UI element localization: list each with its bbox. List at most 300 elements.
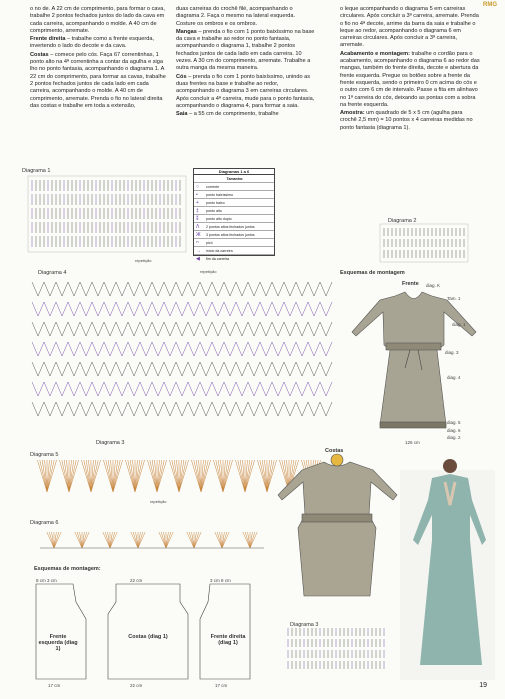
- stitch-mark: [128, 282, 134, 296]
- stitch-mark: [110, 342, 116, 356]
- stitch-mark: [230, 402, 236, 416]
- repeat-label: repetição: [200, 269, 217, 274]
- stitch-mark: [302, 302, 308, 316]
- stitch-mark: [50, 322, 56, 336]
- stitch-mark: [92, 282, 98, 296]
- stitch-mark: [284, 362, 290, 376]
- stitch-mark: [122, 382, 128, 396]
- stitch-mark: [290, 382, 296, 396]
- stitch-mark: [134, 402, 140, 416]
- stitch-mark: [170, 282, 176, 296]
- stitch-mark: [314, 342, 320, 356]
- stitch-mark: [224, 302, 230, 316]
- stitch-mark: [284, 382, 290, 396]
- stitch-mark: [80, 342, 86, 356]
- stitch-mark: [158, 382, 164, 396]
- piece-bottom: 22 cm: [130, 683, 143, 688]
- stitch-mark: [146, 322, 152, 336]
- stitch-mark: [74, 382, 80, 396]
- stitch-mark: [314, 362, 320, 376]
- diagram-2-label: Diagrama 2: [388, 218, 417, 224]
- stitch-mark: [326, 282, 332, 296]
- stitch-mark: [266, 382, 272, 396]
- stitch-mark: [54, 532, 59, 548]
- stitch-mark: [182, 402, 188, 416]
- stitch-mark: [194, 532, 199, 548]
- page-number: 19: [479, 682, 487, 689]
- stitch-mark: [98, 342, 104, 356]
- stitch-mark: [74, 302, 80, 316]
- stitch-mark: [32, 322, 38, 336]
- stitch-mark: [326, 322, 332, 336]
- stitch-mark: [164, 322, 170, 336]
- stitch-mark: [230, 382, 236, 396]
- stitch-mark: [164, 382, 170, 396]
- stitch-mark: [308, 342, 314, 356]
- stitch-mark: [68, 382, 74, 396]
- stitch-mark: [308, 322, 314, 336]
- stitch-mark: [188, 322, 194, 336]
- stitch-mark: [32, 302, 38, 316]
- stitch-mark: [284, 302, 290, 316]
- stitch-mark: [42, 460, 47, 492]
- stitch-mark: [242, 342, 248, 356]
- stitch-mark: [278, 322, 284, 336]
- stitch-mark: [44, 362, 50, 376]
- stitch-mark: [218, 342, 224, 356]
- stitch-mark: [62, 342, 68, 356]
- stitch-mark: [206, 382, 212, 396]
- legend-row: ○ corrente: [194, 183, 274, 191]
- piece-bottom: 17 cm: [215, 683, 228, 688]
- stitch-mark: [86, 322, 92, 336]
- stitch-mark: [68, 302, 74, 316]
- stitch-mark: [320, 402, 326, 416]
- stitch-mark: [134, 362, 140, 376]
- stitch-mark: [32, 342, 38, 356]
- stitch-mark: [38, 402, 44, 416]
- stitch-mark: [170, 362, 176, 376]
- stitch-mark: [38, 322, 44, 336]
- stitch-mark: [86, 382, 92, 396]
- stitch-mark: [128, 342, 134, 356]
- stitch-mark: [170, 322, 176, 336]
- legend-row: ⁑ ponto alto duplo: [194, 215, 274, 223]
- stitch-mark: [248, 322, 254, 336]
- stitch-mark: [134, 282, 140, 296]
- stitch-mark: [56, 382, 62, 396]
- stitch-mark: [38, 342, 44, 356]
- stitch-mark: [212, 302, 218, 316]
- stitch-mark: [248, 302, 254, 316]
- stitch-mark: [116, 322, 122, 336]
- piece-width: 8 cm 3 cm: [36, 578, 57, 583]
- stitch-mark: [152, 460, 157, 492]
- stitch-mark: [152, 362, 158, 376]
- stitch-mark: [206, 362, 212, 376]
- stitch-mark: [217, 532, 222, 548]
- stitch-mark: [146, 402, 152, 416]
- stitch-mark: [74, 282, 80, 296]
- bottom-schema-title: Esquemas de montagem:: [34, 566, 101, 572]
- stitch-mark: [146, 342, 152, 356]
- stitch-mark: [92, 402, 98, 416]
- stitch-mark: [224, 322, 230, 336]
- diagram-3-label-b: Diagrama 3: [290, 622, 319, 628]
- width-label: 126 cm: [405, 440, 420, 445]
- stitch-mark: [254, 302, 260, 316]
- stitch-mark: [290, 302, 296, 316]
- legend-row: ‡ ponto alto: [194, 207, 274, 215]
- dress-front-schematic: [352, 292, 476, 428]
- stitch-mark: [62, 402, 68, 416]
- stitch-mark: [194, 382, 200, 396]
- stitch-mark: [161, 532, 166, 548]
- stitch-mark: [62, 382, 68, 396]
- stitch-mark: [266, 302, 272, 316]
- stitch-mark: [212, 382, 218, 396]
- stitch-mark: [206, 302, 212, 316]
- stitch-mark: [62, 322, 68, 336]
- stitch-mark: [278, 402, 284, 416]
- logo: RMG: [483, 2, 497, 8]
- stitch-mark: [86, 302, 92, 316]
- stitch-mark: [56, 322, 62, 336]
- stitch-mark: [104, 342, 110, 356]
- paragraph: Saia – a 55 cm de comprimento, trabalhe: [176, 111, 279, 118]
- stitch-mark: [104, 322, 110, 336]
- stitch-mark: [68, 362, 74, 376]
- stitch-mark: [314, 282, 320, 296]
- stitch-mark: [290, 342, 296, 356]
- stitch-mark: [248, 282, 254, 296]
- stitch-mark: [44, 302, 50, 316]
- stitch-mark: [296, 342, 302, 356]
- stitch-mark: [200, 382, 206, 396]
- stitch-mark: [254, 362, 260, 376]
- stitch-mark: [50, 282, 56, 296]
- stitch-mark: [296, 402, 302, 416]
- stitch-mark: [188, 302, 194, 316]
- stitch-mark: [182, 342, 188, 356]
- stitch-mark: [68, 402, 74, 416]
- stitch-mark: [158, 302, 164, 316]
- stitch-mark: [278, 302, 284, 316]
- stitch-mark: [230, 342, 236, 356]
- stitch-mark: [290, 282, 296, 296]
- stitch-mark: [218, 282, 224, 296]
- stitch-mark: [194, 322, 200, 336]
- stitch-mark: [296, 322, 302, 336]
- stitch-mark: [218, 302, 224, 316]
- stitch-mark: [179, 460, 184, 492]
- stitch-mark: [250, 532, 255, 548]
- stitch-mark: [56, 402, 62, 416]
- stitch-mark: [272, 282, 278, 296]
- stitch-mark: [189, 532, 194, 548]
- diag-k-label: diag. K: [426, 283, 441, 288]
- stitch-mark: [308, 282, 314, 296]
- stitch-mark: [260, 282, 266, 296]
- stitch-mark: [133, 532, 138, 548]
- stitch-mark: [110, 322, 116, 336]
- paragraph: o no de. A 22 cm de comprimento, para formar o cava, trabalhe 2 pontos fechados juntos do lado da cava em cada carreira, acompanhando o molde. A 40 cm de comprimento, arremate.: [30, 6, 165, 34]
- stitch-mark: [266, 342, 272, 356]
- stitch-mark: [230, 322, 236, 336]
- schema-label: diag. 5: [447, 420, 461, 425]
- legend-subtitle: Tamanho:: [194, 175, 274, 183]
- stitch-mark: [278, 382, 284, 396]
- stitch-mark: [176, 382, 182, 396]
- stitch-mark: [188, 282, 194, 296]
- stitch-mark: [326, 402, 332, 416]
- schema-label: diag. 6: [447, 428, 461, 433]
- stitch-mark: [302, 342, 308, 356]
- stitch-mark: [278, 362, 284, 376]
- paragraph: Mangas – prenda o fio com 1 ponto baixíssimo na base da cava e trabalhe ao redor no ponto fantasia, acompanhando o diagrama 1, trabalhe 2 pontos fechados juntos de cada lado em cada carreira. 10 vezes. A 30 cm do comprimento, arremate. Trabalhe a outra manga da mesma maneira.: [176, 28, 315, 72]
- stitch-mark: [320, 322, 326, 336]
- stitch-mark: [176, 302, 182, 316]
- piece-width: 22 cm: [130, 578, 143, 583]
- back-label: Costas: [325, 448, 344, 454]
- stitch-mark: [62, 282, 68, 296]
- schema-label: diag. 4: [447, 375, 461, 380]
- stitch-mark: [272, 382, 278, 396]
- stitch-mark: [302, 322, 308, 336]
- stitch-mark: [80, 302, 86, 316]
- stitch-mark: [224, 362, 230, 376]
- stitch-mark: [98, 302, 104, 316]
- stitch-mark: [44, 402, 50, 416]
- stitch-mark: [272, 342, 278, 356]
- stitch-mark: [98, 402, 104, 416]
- stitch-mark: [188, 342, 194, 356]
- stitch-mark: [254, 382, 260, 396]
- diagram-6-label: Diagrama 6: [30, 520, 59, 526]
- stitch-mark: [116, 402, 122, 416]
- stitch-mark: [104, 302, 110, 316]
- stitch-mark: [284, 322, 290, 336]
- stitch-mark: [200, 282, 206, 296]
- stitch-mark: [308, 402, 314, 416]
- stitch-mark: [146, 302, 152, 316]
- stitch-mark: [116, 382, 122, 396]
- stitch-mark: [200, 342, 206, 356]
- stitch-mark: [296, 382, 302, 396]
- stitch-mark: [146, 362, 152, 376]
- stitch-mark: [260, 322, 266, 336]
- stitch-mark: [266, 322, 272, 336]
- stitch-mark: [110, 302, 116, 316]
- stitch-mark: [206, 402, 212, 416]
- stitch-mark: [146, 382, 152, 396]
- stitch-mark: [182, 302, 188, 316]
- stitch-mark: [224, 342, 230, 356]
- stitch-mark: [278, 282, 284, 296]
- stitch-mark: [302, 402, 308, 416]
- legend-row: Ж 3 pontos altos fechados juntos: [194, 231, 274, 239]
- stitch-mark: [140, 322, 146, 336]
- paragraph: Amostra: um quadrado de 5 x 5 cm (agulha para crochê 2,5 mm) = 10 pontos x 4 carreiras medidas no ponto fantasia (diagrama 1).: [340, 110, 473, 131]
- diagram-3-chart: [288, 628, 384, 669]
- stitch-mark: [56, 302, 62, 316]
- stitch-mark: [50, 342, 56, 356]
- stitch-mark: [116, 362, 122, 376]
- stitch-mark: [62, 302, 68, 316]
- stitch-mark: [152, 302, 158, 316]
- stitch-mark: [290, 402, 296, 416]
- legend-row: ᴖ picô: [194, 239, 274, 247]
- stitch-mark: [68, 322, 74, 336]
- stitch-mark: [194, 302, 200, 316]
- stitch-mark: [296, 362, 302, 376]
- stitch-mark: [146, 282, 152, 296]
- stitch-mark: [242, 322, 248, 336]
- stitch-mark: [62, 362, 68, 376]
- stitch-mark: [56, 342, 62, 356]
- stitch-mark: [152, 402, 158, 416]
- stitch-mark: [50, 382, 56, 396]
- stitch-mark: [68, 342, 74, 356]
- repeat-label: repetição: [135, 258, 152, 263]
- stitch-mark: [284, 342, 290, 356]
- stitch-mark: [254, 402, 260, 416]
- diagram-3-label: Diagrama 3: [96, 440, 125, 446]
- stitch-mark: [296, 302, 302, 316]
- stitch-mark: [50, 402, 56, 416]
- legend-title: Diagramas 1 a 6: [194, 169, 274, 175]
- stitch-mark: [164, 282, 170, 296]
- stitch-mark: [92, 302, 98, 316]
- stitch-mark: [326, 342, 332, 356]
- stitch-mark: [218, 322, 224, 336]
- stitch-mark: [122, 362, 128, 376]
- stitch-mark: [86, 342, 92, 356]
- dress-photo: [400, 459, 495, 680]
- stitch-mark: [152, 282, 158, 296]
- stitch-mark: [38, 382, 44, 396]
- stitch-mark: [254, 322, 260, 336]
- stitch-mark: [170, 342, 176, 356]
- stitch-mark: [166, 532, 171, 548]
- stitch-mark: [314, 322, 320, 336]
- stitch-mark: [308, 382, 314, 396]
- stitch-mark: [134, 342, 140, 356]
- stitch-mark: [248, 342, 254, 356]
- stitch-mark: [152, 382, 158, 396]
- diagram-5-label: Diagrama 5: [30, 452, 59, 458]
- stitch-mark: [152, 342, 158, 356]
- stitch-mark: [116, 302, 122, 316]
- stitch-mark: [266, 402, 272, 416]
- stitch-mark: [128, 402, 134, 416]
- stitch-mark: [134, 302, 140, 316]
- stitch-mark: [110, 382, 116, 396]
- legend-row: Λ 2 pontos altos fechados juntos: [194, 223, 274, 231]
- paragraph: Costas – comece pelo cós. Faça 67 correntinhas, 1 ponto alto na 4ª correntinha a contar da agulha e siga lho no ponto fantasia, acompanhando o diagrama 1. A 22 cm do comprimento, para formar as cavas, trabalhe 2 pontos fechados juntos de cada lado em cada carreira, acompanhando o molde. A 40 cm de comprimento, arremate. Prenda o fio no lateral direita das costas e trabalhe em toda a extensão,: [30, 51, 166, 109]
- pattern-pieces-schematic: [28, 574, 258, 689]
- stitch-mark: [86, 282, 92, 296]
- stitch-mark: [38, 282, 44, 296]
- stitch-mark: [206, 322, 212, 336]
- stitch-mark: [140, 362, 146, 376]
- stitch-mark: [284, 282, 290, 296]
- stitch-mark: [92, 322, 98, 336]
- stitch-mark: [170, 302, 176, 316]
- stitch-mark: [80, 282, 86, 296]
- stitch-mark: [224, 382, 230, 396]
- stitch-mark: [206, 282, 212, 296]
- schema-label: diag. 3: [445, 350, 459, 355]
- stitch-mark: [49, 532, 54, 548]
- stitch-mark: [176, 322, 182, 336]
- stitch-mark: [116, 342, 122, 356]
- stitch-mark: [104, 402, 110, 416]
- stitch-mark: [50, 302, 56, 316]
- stitch-mark: [212, 402, 218, 416]
- stitch-mark: [320, 362, 326, 376]
- stitch-mark: [80, 362, 86, 376]
- stitch-mark: [128, 322, 134, 336]
- stitch-mark: [44, 382, 50, 396]
- diagram-5-chart: [37, 460, 320, 492]
- stitch-mark: [182, 322, 188, 336]
- stitch-mark: [44, 282, 50, 296]
- stitch-mark: [56, 282, 62, 296]
- stitch-mark: [80, 322, 86, 336]
- stitch-mark: [158, 402, 164, 416]
- paragraph: Cós – prenda o fio com 1 ponto baixíssimo, unindo as duas frentes na base e trabalhe ao redor, acompanhando o diagrama 3 em carreiras circulares. Após concluir a 4ª carreira, mude para o ponto fantasia, acompanhando o diagrama 4, para formar a saia.: [176, 73, 315, 109]
- stitch-mark: [314, 402, 320, 416]
- stitch-mark: [201, 460, 206, 492]
- stitch-mark: [157, 460, 162, 492]
- stitch-mark: [326, 362, 332, 376]
- stitch-mark: [104, 382, 110, 396]
- stitch-mark: [260, 342, 266, 356]
- stitch-mark: [134, 382, 140, 396]
- stitch-mark: [98, 282, 104, 296]
- schema-title: Esquemas de montagem: [340, 270, 405, 276]
- stitch-mark: [188, 402, 194, 416]
- stitch-mark: [245, 460, 250, 492]
- stitch-mark: [82, 532, 87, 548]
- stitch-mark: [134, 322, 140, 336]
- stitch-mark: [176, 282, 182, 296]
- stitch-mark: [314, 382, 320, 396]
- stitch-mark: [110, 362, 116, 376]
- stitch-mark: [38, 362, 44, 376]
- stitch-mark: [212, 322, 218, 336]
- stitch-mark: [218, 460, 223, 492]
- paragraph: Acabamento e montagem: trabalhe o cordão para o acabamento, acompanhando o diagrama 6 ao redor das mangas, também do frente direita, decote e abertura da frente esquerda. Pregue os botões sobre a frente da frente esquerda, sendo o primeiro 0 cm acima do cós e o outro com 6 cm de intervalo. Passe a fita em alinhavo no 1ª carreira do cós, deixando as pontas com a sobra na frente esquerda.: [340, 50, 480, 108]
- stitch-mark: [236, 302, 242, 316]
- stitch-mark: [38, 302, 44, 316]
- stitch-mark: [140, 402, 146, 416]
- stitch-mark: [302, 282, 308, 296]
- stitch-mark: [74, 322, 80, 336]
- stitch-mark: [266, 282, 272, 296]
- stitch-mark: [284, 402, 290, 416]
- stitch-mark: [104, 282, 110, 296]
- piece-front-right: Frente direita (diag 1): [210, 634, 246, 646]
- stitch-mark: [266, 362, 272, 376]
- stitch-mark: [194, 282, 200, 296]
- stitch-mark: [200, 362, 206, 376]
- stitch-mark: [182, 362, 188, 376]
- stitch-mark: [64, 460, 69, 492]
- stitch-mark: [110, 402, 116, 416]
- piece-width: 3 cm 8 cm: [210, 578, 231, 583]
